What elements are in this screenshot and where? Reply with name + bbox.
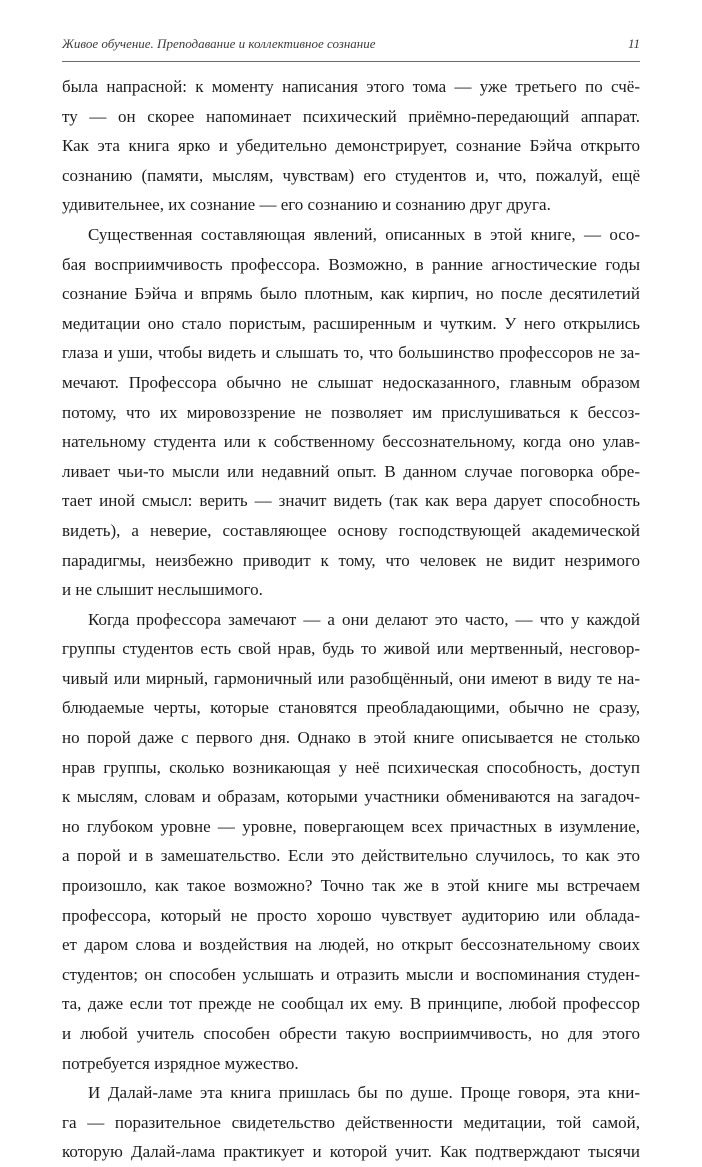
text-line: потребуется изрядное мужество.	[62, 1053, 299, 1073]
text-line: которую Далай-лама практикует и которой учит. Как подтверждают тысячи	[62, 1142, 640, 1162]
text-line: к мыслям, словам и образам, которыми участники обмениваются на загадоч-	[62, 787, 640, 807]
text-line: га — поразительное свидетельство действенности медитации, той самой,	[62, 1112, 640, 1132]
text-line: студентов; он способен услышать и отразить мысли и воспоминания студен-	[62, 964, 640, 984]
text-line: ет даром слова и воздействия на людей, но открыт бессознательному своих	[62, 935, 640, 955]
text-line: медитации оно стало пористым, расширенным и чутким. У него открылись	[62, 313, 640, 333]
text-line: профессора, который не просто хорошо чувствует аудиторию или облада-	[62, 905, 640, 925]
text-line: чивый или мирный, гармоничный или разобщённый, они имеют в виду те на-	[62, 668, 640, 688]
text-line: сознанию (памяти, мыслям, чувствам) его студентов и, что, пожалуй, ещё	[62, 165, 640, 185]
text-line: но глубоком уровне — уровне, повергающем всех причастных в изумление,	[62, 816, 640, 836]
text-line: ливает чьи-то мысли или недавний опыт. В данном случае поговорка обре-	[62, 461, 640, 481]
text-line: Когда профессора замечают — а они делают это часто, — что у каждой	[88, 609, 640, 629]
text-line: сознание Бэйча и впрямь было плотным, как кирпич, но после десятилетий	[62, 284, 640, 304]
text-line: ту — он скорее напоминает психический приёмно-передающий аппарат.	[62, 106, 640, 126]
text-line: произошло, как такое возможно? Точно так же в этой книге мы встречаем	[62, 876, 640, 896]
text-line: Существенная составляющая явлений, описанных в этой книге, — осо-	[88, 224, 640, 244]
running-title: Живое обучение. Преподавание и коллективное сознание	[62, 36, 376, 51]
text-line: бая восприимчивость профессора. Возможно, в ранние агностические годы	[62, 254, 640, 274]
text-line: удивительнее, их сознание — его сознанию и сознанию друг друга.	[62, 195, 551, 215]
running-header	[62, 36, 640, 56]
text-line: И Далай-ламе эта книга пришлась бы по душе. Проще говоря, эта кни-	[88, 1083, 640, 1103]
text-line: глаза и уши, чтобы видеть и слышать то, что большинство профессоров не за-	[62, 343, 640, 363]
text-line: нательному студента или к собственному бессознательному, когда оно улав-	[62, 432, 640, 452]
text-line: а порой и в замешательство. Если это действительно случилось, то как это	[62, 846, 640, 866]
text-line: тает иной смысл: верить — значит видеть (так как вера дарует способность	[62, 491, 640, 511]
text-line: Как эта книга ярко и убедительно демонстрирует, сознание Бэйча открыто	[62, 136, 640, 156]
text-line: нрав группы, сколько возникающая у неё психическая способность, доступ	[62, 757, 640, 777]
text-line: группы студентов есть свой нрав, будь то живой или мертвенный, несговор-	[62, 639, 640, 659]
text-line: видеть), а неверие, составляющее основу господствующей академической	[62, 520, 640, 540]
text-line: та, даже если тот прежде не сообщал их ему. В принципе, любой профессор	[62, 994, 640, 1014]
text-line: и не слышит неслышимого.	[62, 580, 263, 600]
text-line: была напрасной: к моменту написания этого тома — уже третьего по счё-	[62, 77, 640, 96]
text-line: блюдаемые черты, которые становятся преобладающими, обычно не сразу,	[62, 698, 640, 718]
text-line: и любой учитель способен обрести такую восприимчивость, но для этого	[62, 1024, 640, 1043]
text-line: но порой даже с первого дня. Однако в этой книге описывается не столько	[62, 728, 640, 748]
text-line: мечают. Профессора обычно не слышат недосказанного, главным образом	[62, 372, 640, 392]
header-rule	[62, 61, 640, 62]
text-line: парадигмы, неизбежно приводит к тому, что человек не видит незримого	[62, 550, 640, 570]
body-text	[62, 72, 640, 1167]
text-line: потому, что их мировоззрение не позволяет им прислушиваться к бессоз-	[62, 402, 640, 422]
page-number: 11	[627, 36, 640, 51]
